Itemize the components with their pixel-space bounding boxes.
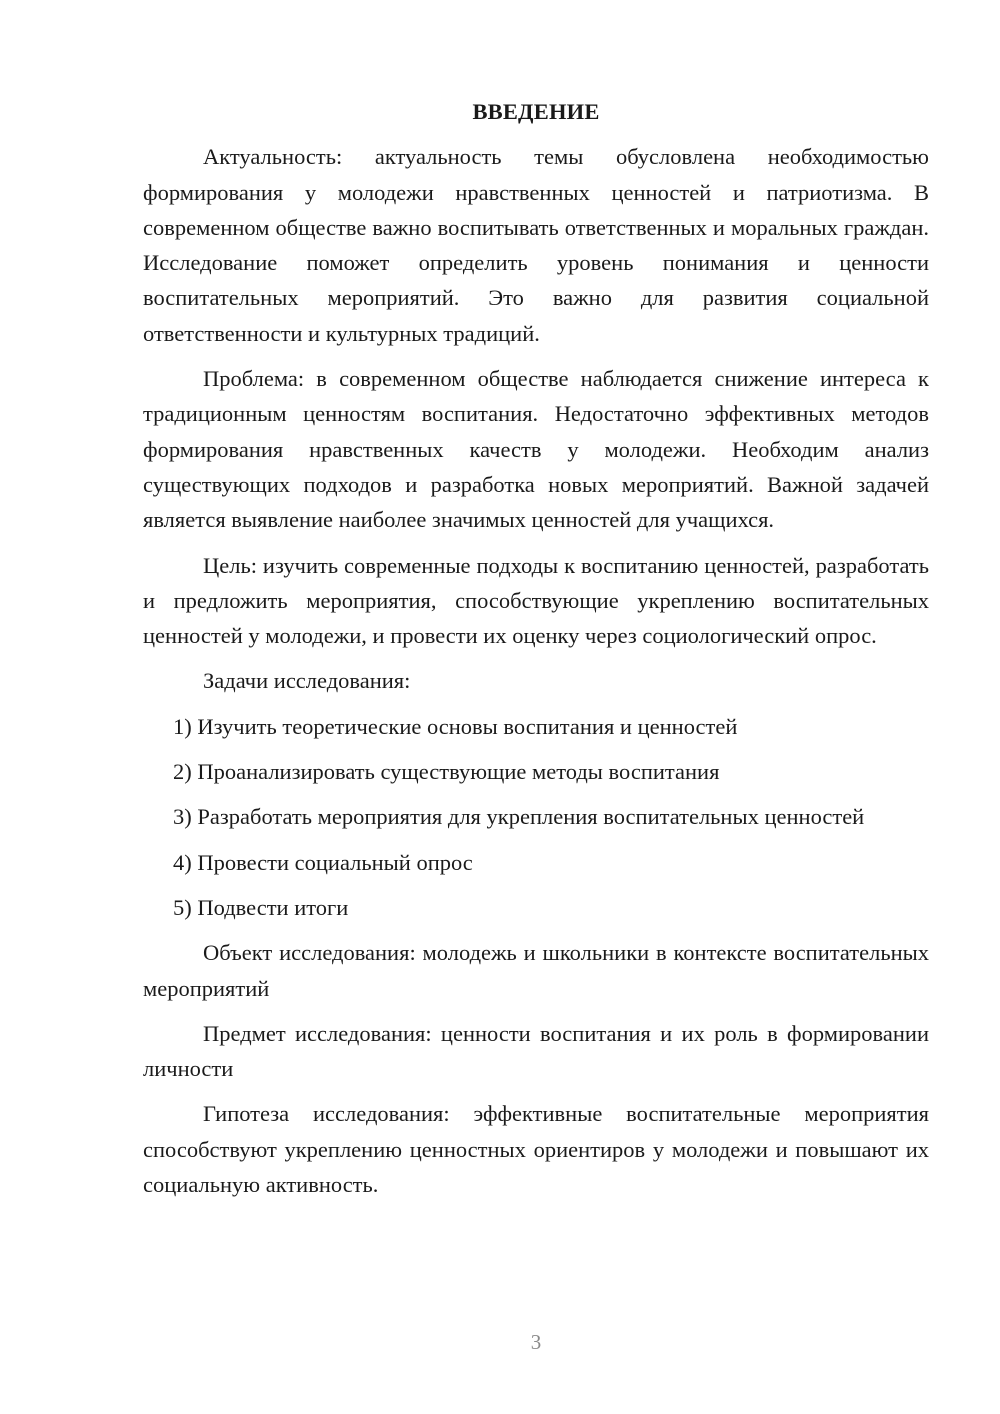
tasks-title: Задачи исследования: xyxy=(203,668,411,694)
task-item-5: 5) Подвести итоги xyxy=(173,894,349,920)
task-item-4: 4) Провести социальный опрос xyxy=(173,849,473,875)
document-page xyxy=(143,94,929,1212)
task-item-2: 2) Проанализировать существующие методы воспитания xyxy=(173,759,720,785)
task-item-3: 3) Разработать мероприятия для укрепления воспитательных ценностей xyxy=(173,804,865,830)
goal-paragraph: Цель: изучить современные подходы к воспитанию ценностей, разработать и предложить мероприятия, способствующие укреплению воспитательных ценностей у молодежи, и провести их оценку через социологический опрос. xyxy=(143,552,929,649)
page-number: 3 xyxy=(530,1330,542,1354)
object-paragraph: Объект исследования: молодежь и школьники в контексте воспитательных мероприятий xyxy=(143,940,929,1001)
section-heading: ВВЕДЕНИЕ xyxy=(472,99,600,124)
task-item-1: 1) Изучить теоретические основы воспитания и ценностей xyxy=(173,713,738,739)
subject-paragraph: Предмет исследования: ценности воспитания и их роль в формировании личности xyxy=(143,1020,929,1082)
relevance-paragraph: Актуальность: актуальность темы обусловлена необходимостью формирования у молодежи нравственных ценностей и патриотизма. В современном обществе важно воспитывать ответственных и моральных граждан. Исследование поможет определить уровень понимания и ценности воспитательных мероприятий. Это важно для развития социальной ответственности и культурных традиций. xyxy=(143,144,929,346)
problem-paragraph: Проблема: в современном обществе наблюдается снижение интереса к традиционным ценностям воспитания. Недостаточно эффективных методов формирования нравственных качеств у молодежи. Необходим анализ существующих подходов и разработка новых мероприятий. Важной задачей является выявление наиболее значимых ценностей для учащихся. xyxy=(143,366,929,533)
hypothesis-paragraph: Гипотеза исследования: эффективные воспитательные мероприятия способствуют укреплению ценностных ориентиров у молодежи и повышают их социальную активность. xyxy=(143,1101,929,1198)
